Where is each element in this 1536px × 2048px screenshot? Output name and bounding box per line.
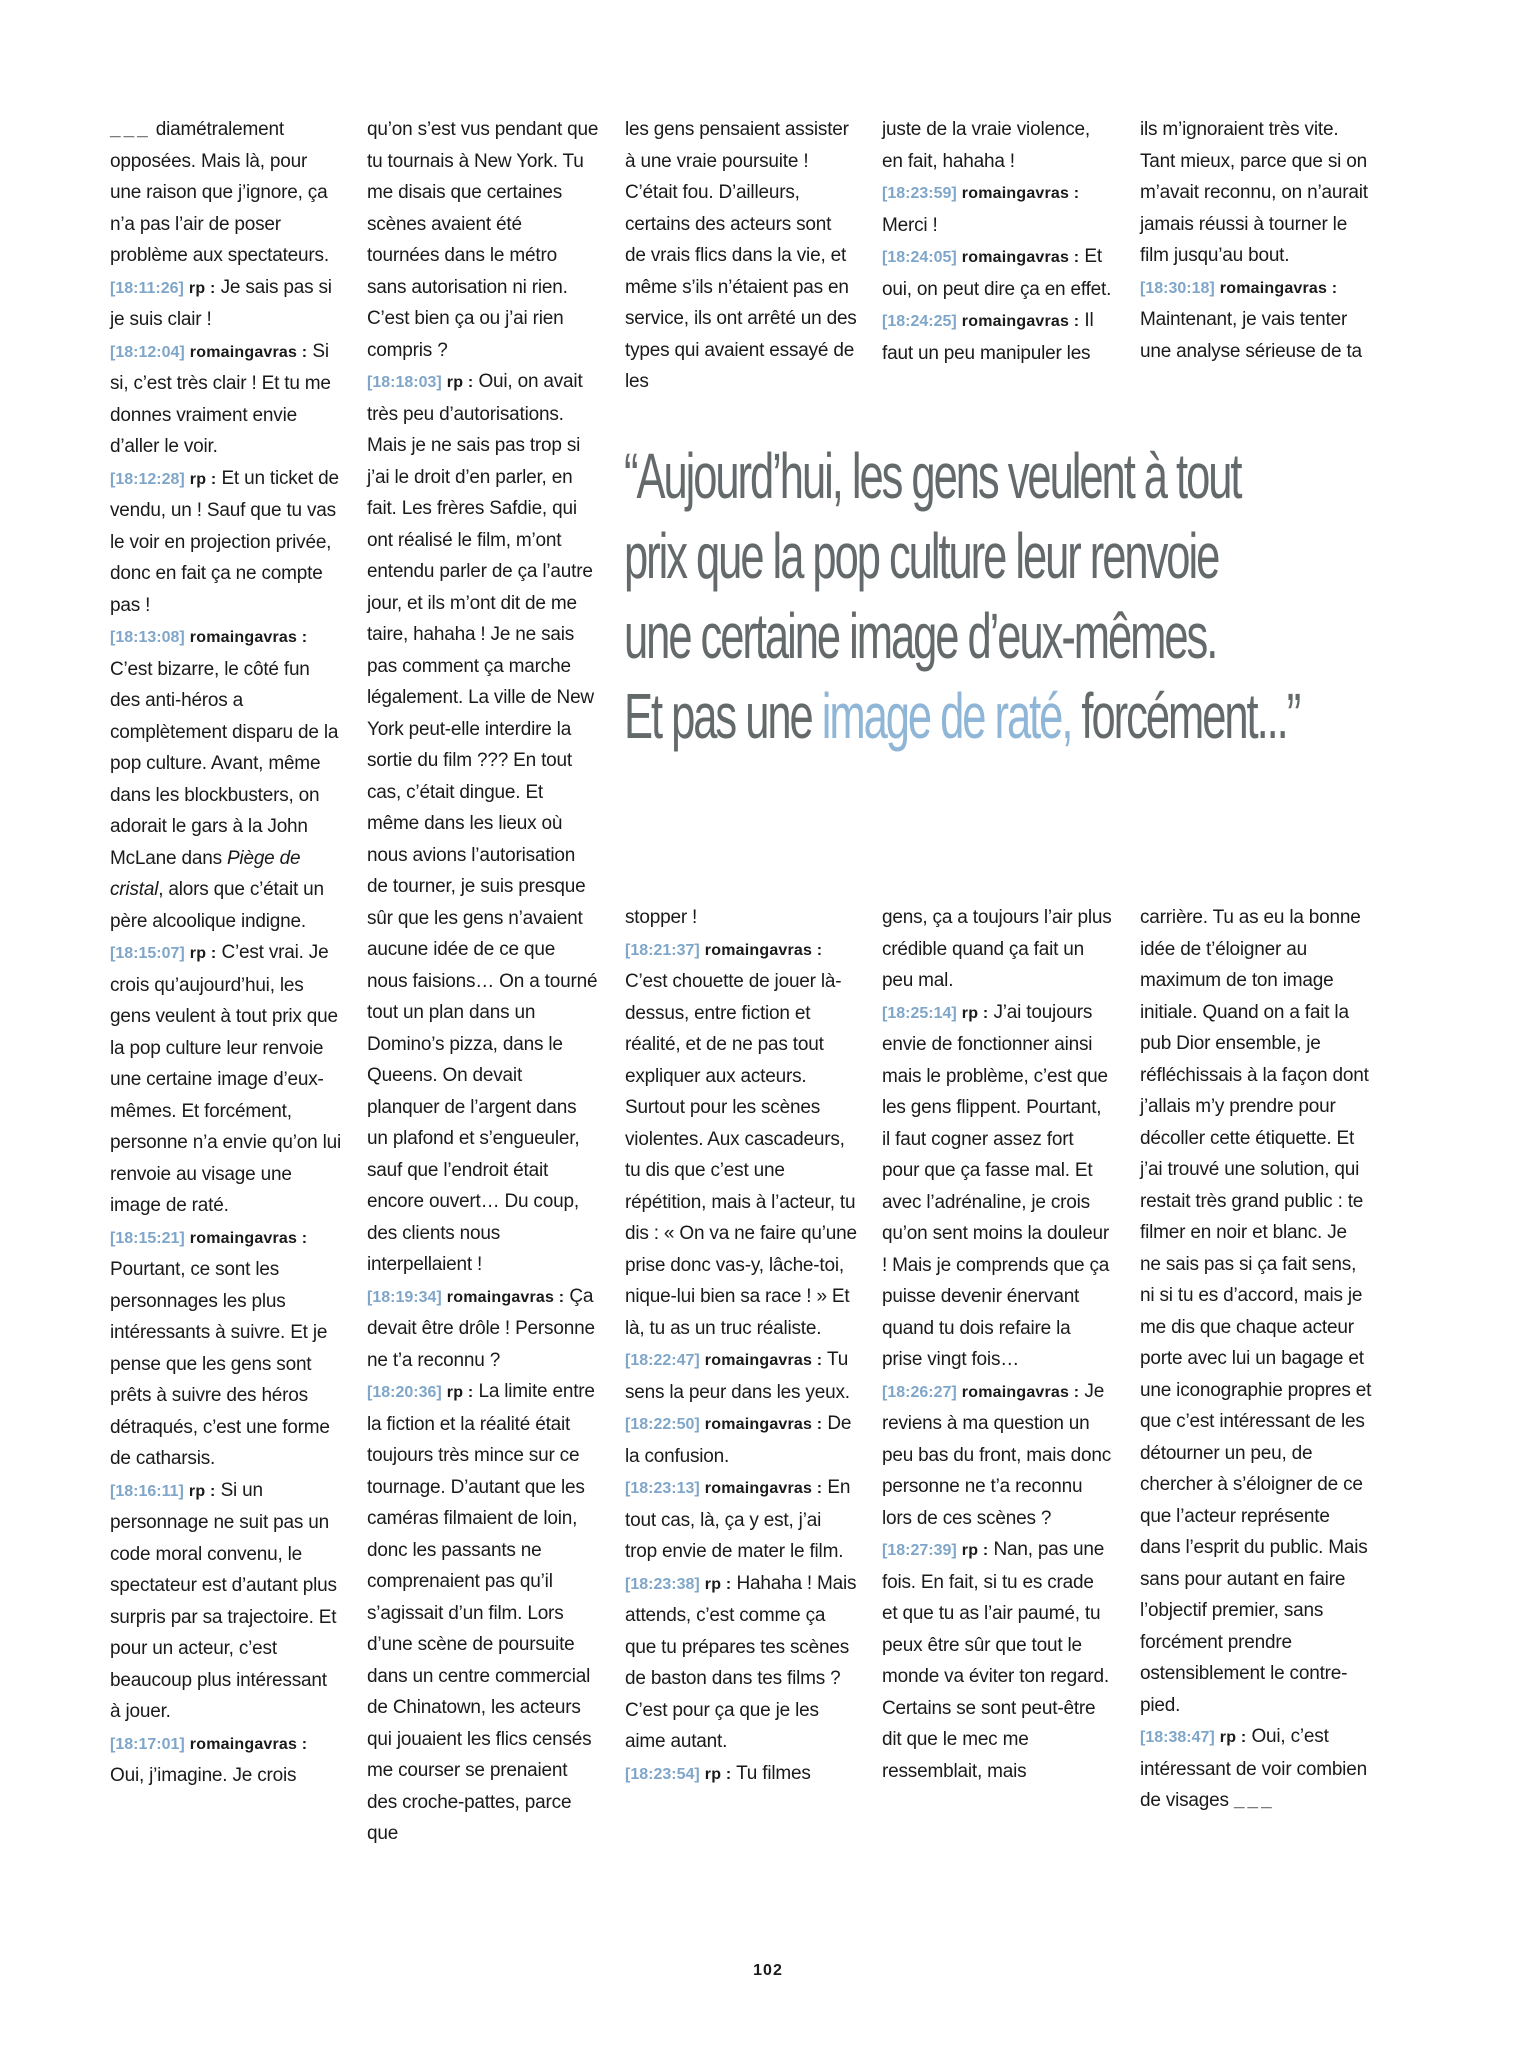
continuation-dashes: ___: [1233, 1790, 1275, 1811]
column-4-top: [882, 114, 1114, 369]
column-3-bottom: [625, 902, 857, 1790]
paragraph: [18:23:54] rp : Tu filmes: [625, 1762, 811, 1784]
quote-line: une certaine image d’eux-mêmes.: [624, 600, 1217, 672]
paragraph: ___ diamétralement opposées. Mais là, pour une raison que j’ignore, ça n’a pas l’air de poser problème aux spectateurs.: [110, 119, 329, 266]
paragraph: [18:13:08] romaingavras : C’est bizarre, le côté fun des anti-héros a complètement disparu de la pop culture. Avant, même dans les blockbusters, on adorait le gars à la John McLane dans Piège de cristal, alors que c’était un père alcoolique indigne.: [110, 629, 339, 932]
film-title: Piège de cristal: [110, 847, 301, 900]
paragraph: les gens pensaient assister à une vraie poursuite ! C’était fou. D’ailleurs, certains des acteurs sont de vrais flics dans la vie, et même s’ils n’étaient pas en service, ils ont arrêté un des types qui avaient essayé de les: [625, 119, 857, 392]
paragraph: gens, ça a toujours l’air plus crédible quand ça fait un peu mal.: [882, 907, 1112, 991]
paragraph: [18:38:47] rp : Oui, c’est intéressant de voir combien de visages ___: [1140, 1726, 1367, 1811]
paragraph: [18:18:03] rp : Oui, on avait très peu d’autorisations. Mais je ne sais pas trop si j’ai le droit d’en parler, en fait. Les frères Safdie, qui ont réalisé le film, m’ont entendu parler de ça l’autre jour, et ils m’ont dit de me taire, hahaha ! Je ne sais pas comment ça marche légalement. La ville de New York peut-elle interdire la sortie du film ??? En tout cas, c’était dingue. Et même dans les lieux où nous avions l’autorisation de tourner, je suis presque sûr que les gens n’avaient aucune idée de ce que nous faisions… On a tourné tout un plan dans un Domino’s pizza, dans le Queens. On devait planquer de l’argent dans un plafond et s’engueuler, sauf que l’endroit était encore ouvert… Du coup, des clients nous interpellaient !: [367, 371, 598, 1275]
paragraph: [18:15:21] romaingavras : Pourtant, ce sont les personnages les plus intéressants à suivre. Et je pense que les gens sont prêts à suivre des héros détraqués, c’est une forme de catharsis.: [110, 1229, 330, 1469]
paragraph: juste de la vraie violence, en fait, hahaha !: [882, 119, 1090, 172]
paragraph: [18:23:38] rp : Hahaha ! Mais attends, c’est comme ça que tu prépares tes scènes de baston dans tes films ? C’est pour ça que je les aime autant.: [625, 1572, 857, 1752]
column-5-top: [1140, 114, 1372, 367]
paragraph: [18:25:14] rp : J’ai toujours envie de fonctionner ainsi mais le problème, c’est que les gens flippent. Pourtant, il faut cogner assez fort pour que ça fasse mal. Et avec l’adrénaline, je crois qu’on sent moins la douleur ! Mais je comprends que ça puisse devenir énervant quand tu dois refaire la prise vingt fois…: [882, 1001, 1110, 1370]
continuation-dashes: ___: [110, 119, 151, 140]
quote-line: Et pas une image de raté, forcément...”: [624, 680, 1300, 752]
paragraph: [18:30:18] romaingavras : Maintenant, je vais tenter une analyse sérieuse de ta: [1140, 279, 1362, 362]
column-3-top: [625, 114, 857, 398]
paragraph: [18:20:36] rp : La limite entre la fiction et la réalité était toujours très mince sur ce tournage. D’autant que les caméras filmaient de loin, donc les passants ne comprenaient pas qu’il s’agissait d’un film. Lors d’une scène de poursuite dans un centre commercial de Chinatown, les acteurs qui jouaient les flics censés me courser se prenaient des croche-pattes, parce que: [367, 1381, 595, 1844]
paragraph: [18:16:11] rp : Si un personnage ne suit pas un code moral convenu, le spectateur est d’autant plus surpris par sa trajectoire. Et pour un acteur, c’est beaucoup plus intéressant à jouer.: [110, 1479, 337, 1722]
paragraph: [18:24:05] romaingavras : Et oui, on peut dire ça en effet.: [882, 246, 1112, 300]
paragraph: carrière. Tu as eu la bonne idée de t’éloigner au maximum de ton image initiale. Quand on a fait la pub Dior ensemble, je réfléchissais à la façon dont j’allais m’y prendre pour décoller cette étiquette. Et j’ai trouvé une solution, qui restait très grand public : te filmer en noir et blanc. Je ne sais pas si ça fait sens, ni si tu es d’accord, mais je me dis que chaque acteur porte avec lui un bagage et une iconographie propres et que c’est intéressant de les détourner un peu, de chercher à s’éloigner de ce que l’acteur représente dans l’esprit du public. Mais sans pour autant en faire l’objectif premier, sans forcément prendre ostensiblement le contre-pied.: [1140, 907, 1372, 1716]
paragraph: [18:21:37] romaingavras : C’est chouette de jouer là-dessus, entre fiction et réalité, et de ne pas tout expliquer aux acteurs. Surtout pour les scènes violentes. Aux cascadeurs, tu dis que c’est une répétition, mais à l’acteur, tu dis : « On va ne faire qu’une prise donc vas-y, lâche-toi, nique-lui bien sa race ! » Et là, tu as un truc réaliste.: [625, 941, 857, 1339]
column-4-bottom: [882, 902, 1114, 1787]
page-number: 102: [753, 1962, 783, 1979]
paragraph: [18:12:04] romaingavras : Si si, c’est très clair ! Et tu me donnes vraiment envie d’aller le voir.: [110, 340, 331, 457]
paragraph: [18:22:50] romaingavras : De la confusion.: [625, 1413, 852, 1467]
paragraph: [18:19:34] romaingavras : Ça devait être drôle ! Personne ne t’a reconnu ?: [367, 1285, 595, 1371]
quote-line: “Aujourd’hui, les gens veulent à tout: [624, 440, 1241, 512]
paragraph: [18:12:28] rp : Et un ticket de vendu, un ! Sauf que tu vas le voir en projection privée, donc en fait ça ne compte pas !: [110, 467, 339, 616]
paragraph: [18:27:39] rp : Nan, pas une fois. En fait, si tu es crade et que tu as l’air paumé, tu peux être sûr que tout le monde va éviter ton regard. Certains se sont peut-être dit que le mec me ressemblait, mais: [882, 1539, 1109, 1782]
quote-line: prix que la pop culture leur renvoie: [624, 520, 1219, 592]
paragraph: [18:24:25] romaingavras : Il faut un peu manipuler les: [882, 310, 1094, 364]
quote-highlight: image de raté,: [821, 680, 1072, 752]
paragraph: qu’on s’est vus pendant que tu tournais à New York. Tu me disais que certaines scènes avaient été tournées dans le métro sans autorisation ni rien. C’est bien ça ou j’ai rien compris ?: [367, 119, 599, 361]
paragraph: [18:22:47] romaingavras : Tu sens la peur dans les yeux.: [625, 1349, 850, 1403]
column-1: [110, 114, 342, 1792]
paragraph: [18:23:59] romaingavras : Merci !: [882, 185, 1080, 236]
paragraph: [18:26:27] romaingavras : Je reviens à ma question un peu bas du front, mais donc personne ne t’a reconnu lors de ces scènes ?: [882, 1380, 1112, 1529]
paragraph: [18:15:07] rp : C’est vrai. Je crois qu’aujourd’hui, les gens veulent à tout prix que la pop culture leur renvoie une certaine image d’eux-mêmes. Et forcément, personne n’a envie qu’on lui renvoie au visage une image de raté.: [110, 942, 342, 1216]
paragraph: stopper !: [625, 907, 698, 928]
column-2: [367, 114, 599, 1850]
paragraph: ils m’ignoraient très vite. Tant mieux, parce que si on m’avait reconnu, on n’aurait jamais réussi à tourner le film jusqu’au bout.: [1140, 119, 1368, 266]
paragraph: [18:23:13] romaingavras : En tout cas, là, ça y est, j’ai trop envie de mater le film.: [625, 1477, 851, 1562]
paragraph: [18:17:01] romaingavras : Oui, j’imagine. Je crois: [110, 1735, 308, 1786]
paragraph: [18:11:26] rp : Je sais pas si je suis clair !: [110, 276, 332, 330]
column-5-bottom: [1140, 902, 1372, 1817]
pull-quote: [624, 436, 1372, 756]
